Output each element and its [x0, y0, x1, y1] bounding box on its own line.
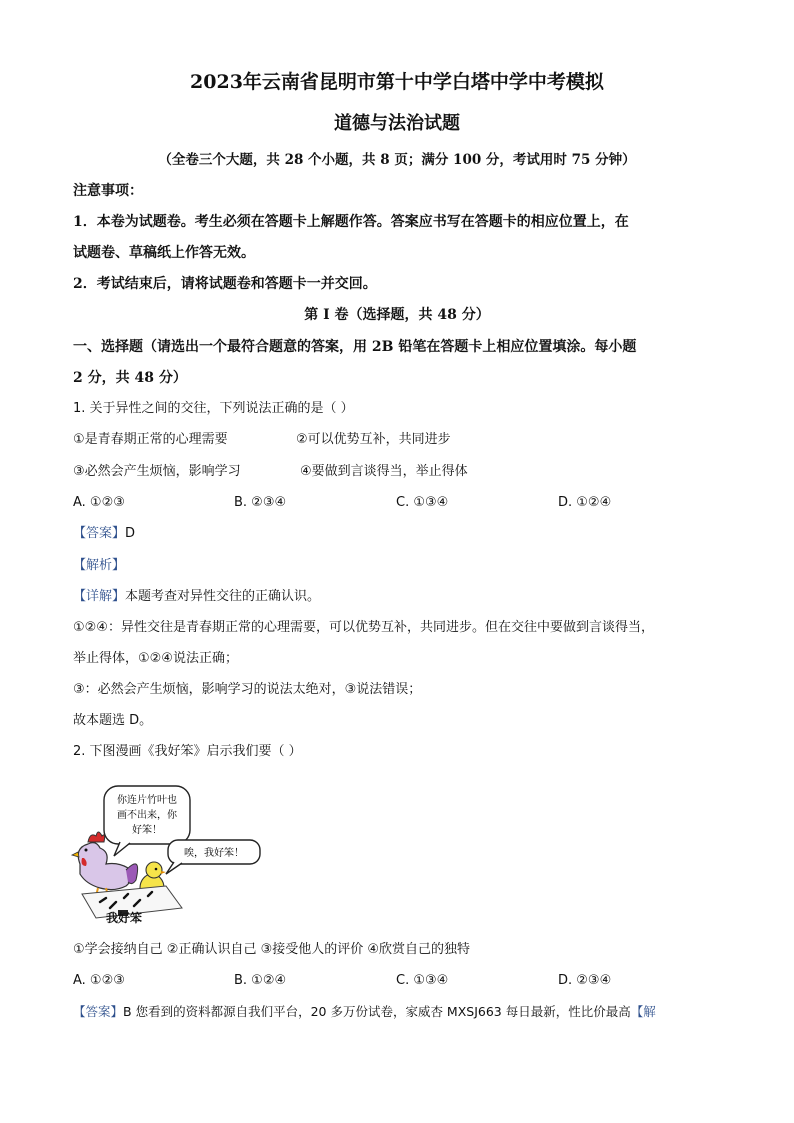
- part-title: 第 I 卷（选择题，共 48 分）: [304, 307, 490, 323]
- rooster-bubble-line-1: 你连片竹叶也: [117, 795, 177, 806]
- q1-statement-1: ①是青春期正常的心理需要: [73, 432, 228, 447]
- chick-bubble-text: 唉，我好笨！: [184, 848, 244, 859]
- rooster-bubble-line-2: 画不出来，你: [117, 810, 177, 821]
- exam-subtitle: 道德与法治试题: [334, 113, 460, 134]
- notice-item-1-line-1: 1．本卷为试题卷。考生必须在答题卡上解题作答。答案应书写在答题卡的相应位置上，在: [73, 214, 629, 230]
- q2-trailing-tag: 【解: [630, 1004, 656, 1019]
- exam-title: 2023年云南省昆明市第十中学白塔中学中考模拟: [190, 71, 604, 93]
- q2-option-c: C. ①③④: [396, 973, 449, 988]
- chick-bubble-tail: [166, 862, 182, 874]
- notice-item-2: 2．考试结束后，请将试题卷和答题卡一并交回。: [73, 276, 377, 292]
- section-heading-line-2: 2 分，共 48 分）: [73, 370, 187, 386]
- q1-statement-4: ④要做到言谈得当，举止得体: [300, 464, 468, 479]
- q1-detail-tag: 【详解】: [73, 589, 126, 604]
- rooster-bubble-line-3: 好笨！: [132, 825, 162, 836]
- q1-stem: 1. 关于异性之间的交往，下列说法正确的是（ ）: [73, 401, 354, 416]
- q1-detail: [73, 587, 320, 607]
- q2-answer-text: B 您看到的资料都源自我们平台，20 多万份试卷，家威杏 MXSJ663 每日最新，性比价最高: [123, 1004, 631, 1019]
- q2-option-d: D. ②③④: [558, 973, 612, 988]
- q1-answer-tag: 【答案】: [73, 526, 126, 541]
- q1-conclusion: 故本题选 D。: [73, 713, 153, 728]
- q1-analysis-tag: 【解析】: [73, 558, 126, 573]
- notice-item-1-line-2: 试题卷、草稿纸上作答无效。: [73, 245, 255, 261]
- q1-option-a: A. ①②③: [73, 495, 125, 510]
- q1-explanation-1-line-2: 举止得体，①②④说法正确；: [73, 651, 238, 666]
- q1-option-c: C. ①③④: [396, 495, 449, 510]
- q1-explanation-2: ③：必然会产生烦恼，影响学习的说法太绝对，③说法错误；: [73, 682, 422, 697]
- notice-heading: 注意事项：: [73, 183, 143, 199]
- q2-option-b: B. ①②④: [234, 973, 287, 988]
- q2-answer-tag: 【答案】: [73, 1004, 124, 1019]
- exam-info: （全卷三个大题，共 28 个小题，共 8 页；满分 100 分，考试用时 75 分钟）: [158, 152, 636, 168]
- q1-option-d: D. ①②④: [558, 495, 612, 510]
- q1-detail-text: 本题考查对异性交往的正确认识。: [125, 589, 321, 604]
- q1-statement-3: ③必然会产生烦恼，影响学习: [73, 464, 241, 479]
- q1-explanation-1-line-1: ①②④：异性交往是青春期正常的心理需要，可以优势互补，共同进步。但在交往中要做到言谈得当，: [73, 620, 654, 635]
- q1-answer-value: D: [125, 526, 136, 541]
- q1-answer: [73, 524, 135, 544]
- q1-option-b: B. ②③④: [234, 495, 287, 510]
- cartoon-illustration: [70, 782, 270, 926]
- q2-option-a: A. ①②③: [73, 973, 125, 988]
- q2-statements: ①学会接纳自己 ②正确认识自己 ③接受他人的评价 ④欣赏自己的独特: [73, 942, 471, 957]
- cartoon-caption: 我好笨: [106, 911, 143, 925]
- q2-answer-line: [73, 1002, 656, 1022]
- q2-stem: 2. 下图漫画《我好笨》启示我们要（ ）: [73, 744, 302, 759]
- section-heading-line-1: 一、选择题（请选出一个最符合题意的答案，用 2B 铅笔在答题卡上相应位置填涂。每小题: [73, 339, 637, 355]
- q1-statement-2: ②可以优势互补，共同进步: [296, 432, 451, 447]
